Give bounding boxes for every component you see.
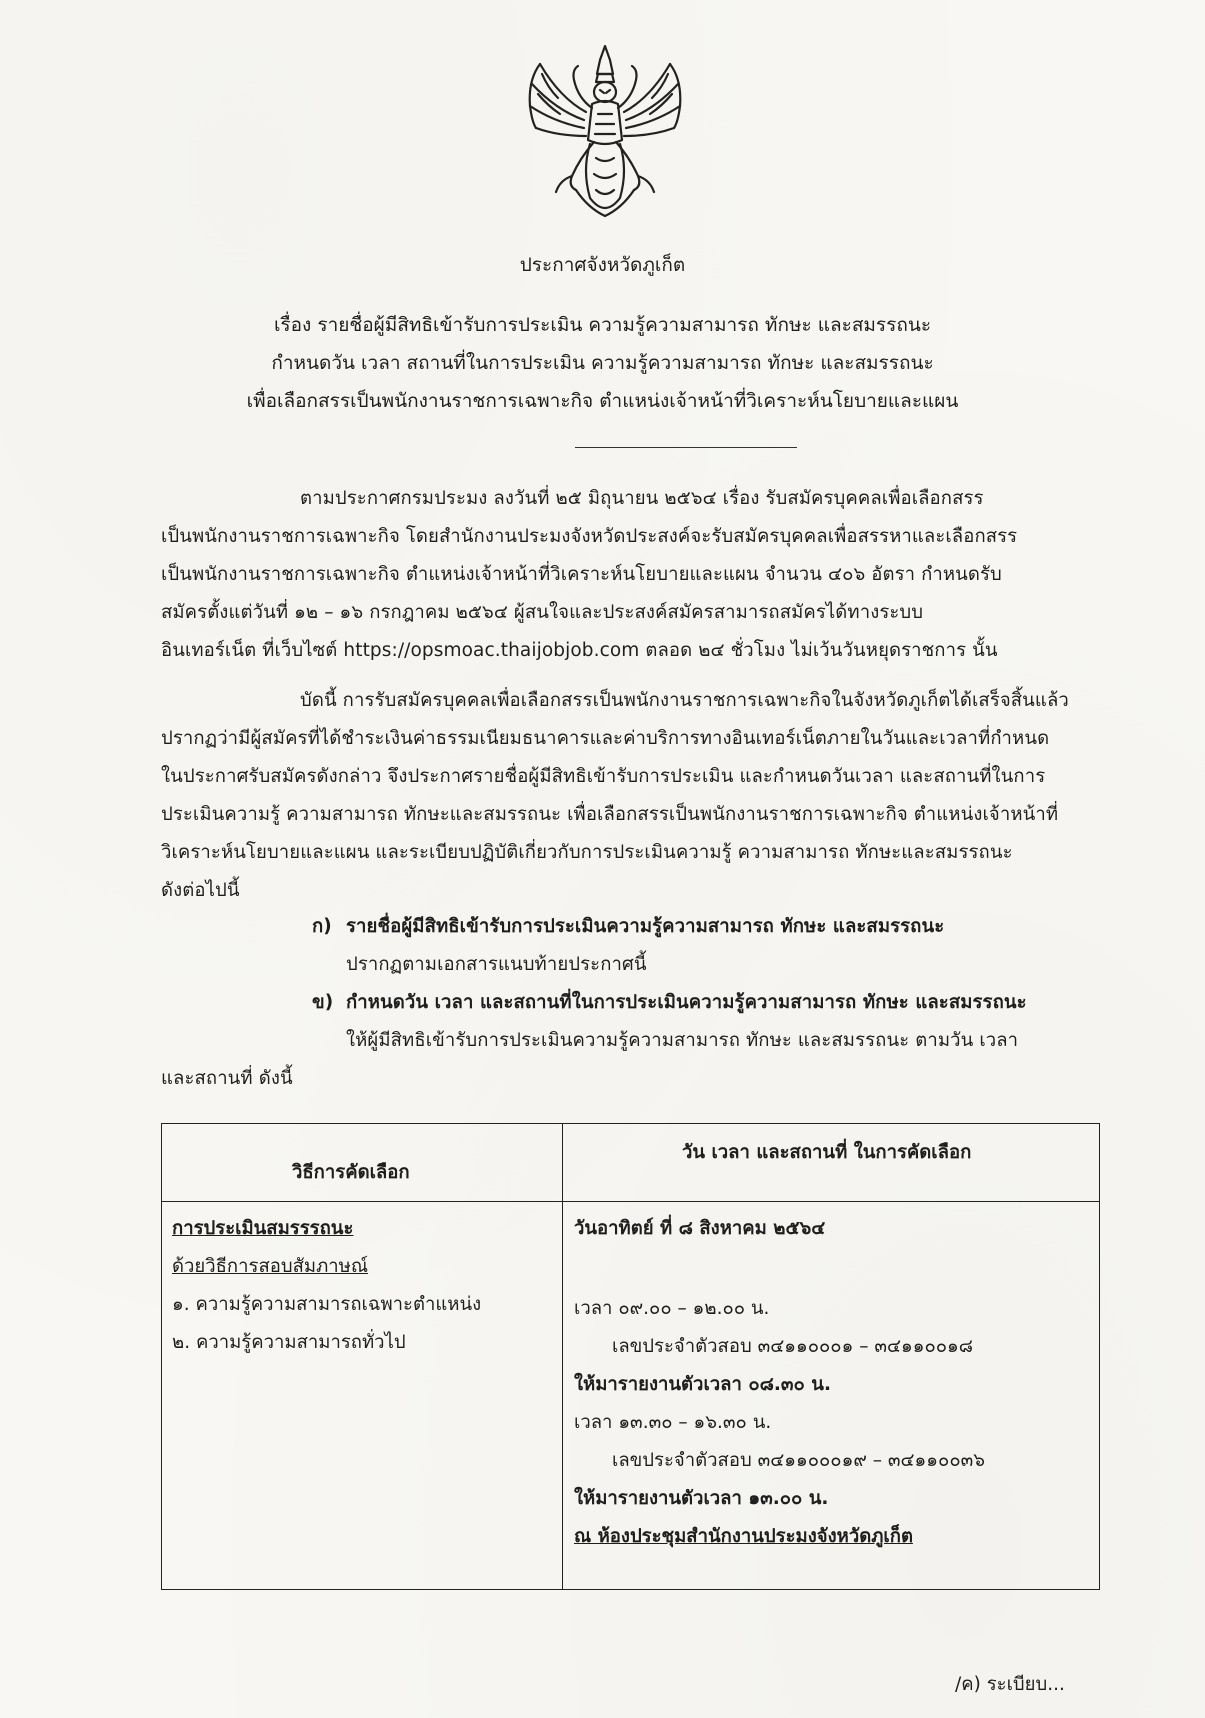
session1-time: เวลา ๐๙.๐๐ – ๑๒.๐๐ น. xyxy=(574,1298,770,1319)
paragraph1-line: อินเทอร์เน็ต ที่เว็บไซต์ https://opsmoac.thaijobjob.com ตลอด ๒๔ ชั่วโมง ไม่เว้นวันหยุดราชการ นั้น xyxy=(161,640,998,661)
method-item: ๒. ความรู้ความสามารถทั่วไป xyxy=(172,1332,406,1353)
section-a-marker: ก) xyxy=(312,916,332,937)
table-header-datetime: วัน เวลา และสถานที่ ในการคัดเลือก xyxy=(682,1142,972,1163)
method-title: การประเมินสมรรรถนะ xyxy=(172,1218,354,1239)
announcement-title: ประกาศจังหวัดภูเก็ต xyxy=(519,254,686,276)
section-a-heading: รายชื่อผู้มีสิทธิเข้ารับการประเมินความรู้ความสามารถ ทักษะ และสมรรถนะ xyxy=(346,916,945,937)
section-b-text: ให้ผู้มีสิทธิเข้ารับการประเมินความรู้ความสามารถ ทักษะ และสมรรถนะ ตามวัน เวลา xyxy=(346,1030,1019,1051)
subject-line-2: กำหนดวัน เวลา สถานที่ในการประเมิน ความรู้ความสามารถ ทักษะ และสมรรถนะ xyxy=(271,352,934,374)
section-b-heading: กำหนดวัน เวลา และสถานที่ในการประเมินความรู้ความสามารถ ทักษะ และสมรรถนะ xyxy=(346,992,1027,1013)
exam-date: วันอาทิตย์ ที่ ๘ สิงหาคม ๒๕๖๔ xyxy=(574,1218,826,1239)
page-continuation: /ค) ระเบียบ... xyxy=(955,1674,1065,1695)
section-b-marker: ข) xyxy=(312,992,334,1013)
method-item: ๑. ความรู้ความสามารถเฉพาะตำแหน่ง xyxy=(172,1294,482,1315)
table-column-divider xyxy=(562,1124,563,1589)
paragraph1-line: ตามประกาศกรมประมง ลงวันที่ ๒๕ มิถุนายน ๒๕๖๔ เรื่อง รับสมัครบุคคลเพื่อเลือกสรร xyxy=(300,488,984,509)
paragraph2-line: ในประกาศรับสมัครดังกล่าว จึงประกาศรายชื่อผู้มีสิทธิเข้ารับการประเมิน และกำหนดวันเวลา และสถานที่ในการ xyxy=(161,766,1046,787)
subject-line-3: เพื่อเลือกสรรเป็นพนักงานราชการเฉพาะกิจ ตำแหน่งเจ้าหน้าที่วิเคราะห์นโยบายและแผน xyxy=(246,390,959,412)
section-b-text: และสถานที่ ดังนี้ xyxy=(161,1068,293,1089)
paragraph2-line: ปรากฏว่ามีผู้สมัครที่ได้ชำระเงินค่าธรรมเนียมธนาคารและค่าบริการทางอินเทอร์เน็ตภายในวันและเวลาที่กำหนด xyxy=(161,728,1050,749)
paragraph2-line: วิเคราะห์นโยบายและแผน และระเบียบปฏิบัติเกี่ยวกับการประเมินความรู้ ความสามารถ ทักษะและสมรรถนะ xyxy=(161,842,1013,863)
schedule-table xyxy=(161,1123,1100,1590)
paragraph2-line: บัดนี้ การรับสมัครบุคคลเพื่อเลือกสรรเป็นพนักงานราชการเฉพาะกิจในจังหวัดภูเก็ตได้เสร็จสิ้นแล้ว xyxy=(300,690,1069,711)
session2-time: เวลา ๑๓.๓๐ – ๑๖.๓๐ น. xyxy=(574,1412,772,1433)
paragraph2-line: ประเมินความรู้ ความสามารถ ทักษะและสมรรถนะ เพื่อเลือกสรรเป็นพนักงานราชการเฉพาะกิจ ตำแหน่งเจ้าหน้าที่ xyxy=(161,804,1059,825)
paragraph2-line: ดังต่อไปนี้ xyxy=(161,880,240,901)
header-divider xyxy=(575,447,797,448)
paragraph1-line: เป็นพนักงานราชการเฉพาะกิจ ตำแหน่งเจ้าหน้าที่วิเคราะห์นโยบายและแผน จำนวน ๔๐๖ อัตรา กำหนดรับ xyxy=(161,564,1002,585)
paragraph1-line: สมัครตั้งแต่วันที่ ๑๒ – ๑๖ กรกฎาคม ๒๕๖๔ ผู้สนใจและประสงค์สมัครสามารถสมัครได้ทางระบบ xyxy=(161,602,924,623)
session1-ids: เลขประจำตัวสอบ ๓๔๑๑๐๐๐๑ – ๓๔๑๑๐๐๑๘ xyxy=(612,1336,974,1357)
table-header-method: วิธีการคัดเลือก xyxy=(292,1162,410,1183)
method-subtitle: ด้วยวิธีการสอบสัมภาษณ์ xyxy=(172,1256,369,1277)
garuda-emblem-icon xyxy=(520,40,690,225)
session2-report: ให้มารายงานตัวเวลา ๑๓.๐๐ น. xyxy=(574,1488,829,1509)
paragraph1-line: เป็นพนักงานราชการเฉพาะกิจ โดยสำนักงานประมงจังหวัดประสงค์จะรับสมัครบุคคลเพื่อสรรหาและเลือกสรร xyxy=(161,526,1018,547)
session2-ids: เลขประจำตัวสอบ ๓๔๑๑๐๐๐๑๙ – ๓๔๑๑๐๐๓๖ xyxy=(612,1450,985,1471)
section-a-text: ปรากฏตามเอกสารแนบท้ายประกาศนี้ xyxy=(346,954,647,975)
exam-venue: ณ ห้องประชุมสำนักงานประมงจังหวัดภูเก็ต xyxy=(574,1526,913,1547)
table-row-divider xyxy=(162,1201,1099,1202)
subject-line-1: เรื่อง รายชื่อผู้มีสิทธิเข้ารับการประเมิน ความรู้ความสามารถ ทักษะ และสมรรถนะ xyxy=(273,314,932,336)
session1-report: ให้มารายงานตัวเวลา ๐๘.๓๐ น. xyxy=(574,1374,831,1395)
